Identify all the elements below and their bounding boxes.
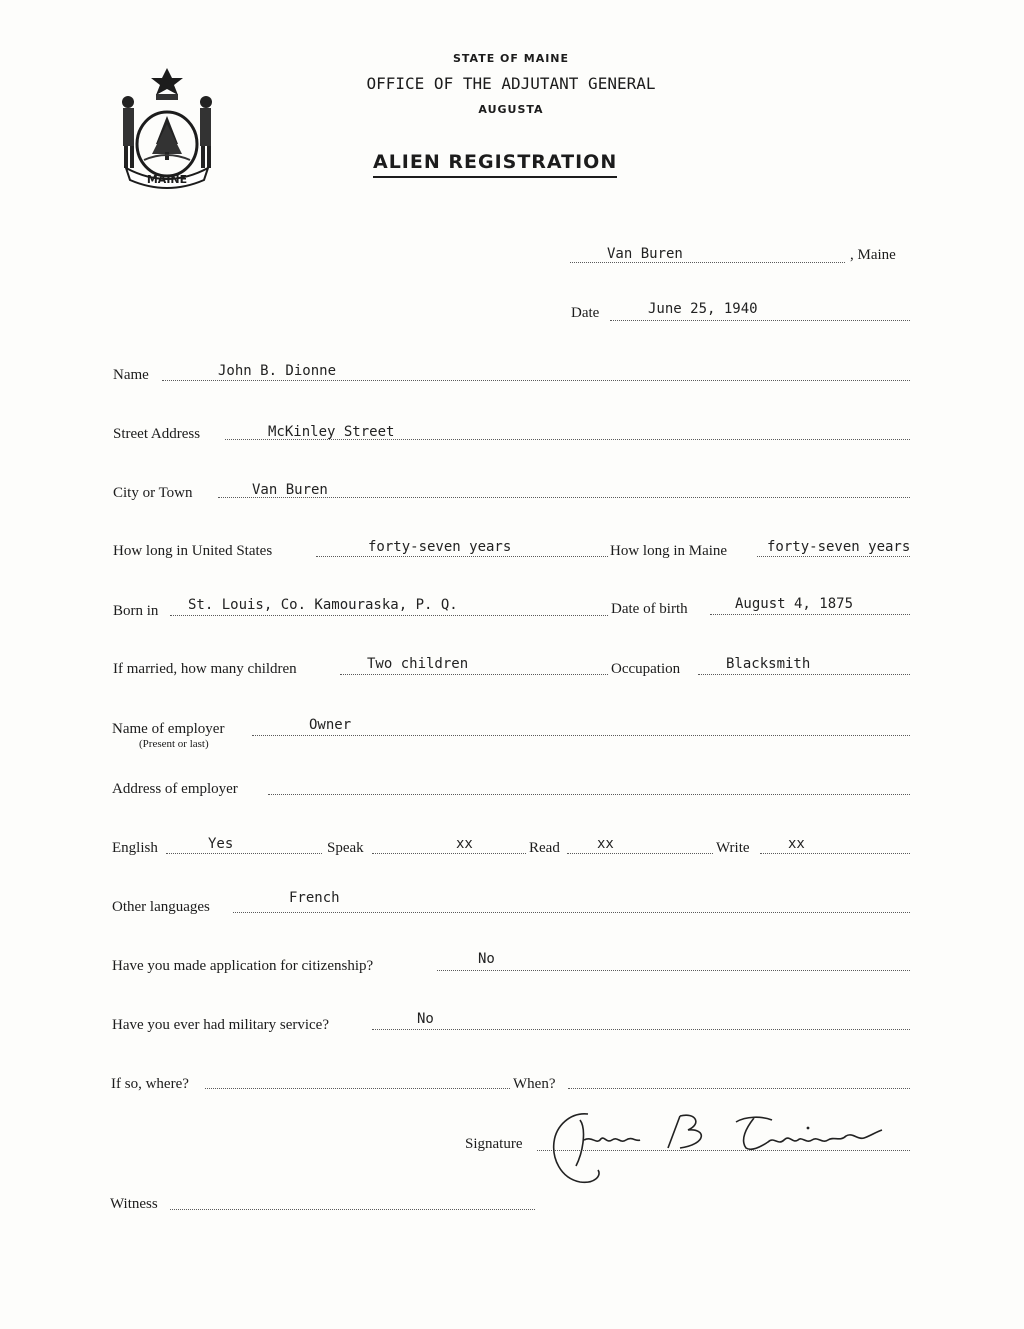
other-languages-label: Other languages [112, 899, 210, 915]
other-languages-line [233, 912, 910, 913]
employer-note: (Present or last) [139, 738, 209, 750]
svg-text:MAINE: MAINE [146, 173, 188, 186]
employer-value: Owner [309, 717, 352, 733]
handwritten-signature [540, 1106, 900, 1191]
read-value: xx [597, 836, 614, 852]
date-label: Date [571, 305, 600, 321]
office-heading: OFFICE OF THE ADJUTANT GENERAL [366, 74, 656, 93]
how-long-maine-value: forty-seven years [767, 539, 911, 555]
occupation-value: Blacksmith [726, 656, 811, 672]
how-long-us-value: forty-seven years [368, 539, 512, 555]
city-value: Van Buren [252, 482, 328, 498]
dob-line [710, 614, 910, 615]
where-line [205, 1088, 510, 1089]
other-languages-value: French [289, 890, 340, 906]
speak-value: xx [456, 836, 473, 852]
signature-scrawl-icon [540, 1106, 900, 1186]
english-line [166, 853, 322, 854]
name-label: Name [113, 367, 149, 383]
citizenship-label: Have you made application for citizenship? [112, 958, 374, 974]
english-value: Yes [208, 836, 234, 852]
how-long-maine-label: How long in Maine [610, 543, 728, 559]
when-line [568, 1088, 910, 1089]
maine-state-seal-icon [112, 64, 222, 190]
speak-label: Speak [327, 840, 364, 856]
date-line [610, 320, 910, 321]
born-line [170, 615, 608, 616]
citizenship-value: No [478, 951, 495, 967]
children-value: Two children [367, 656, 469, 672]
write-label: Write [716, 840, 750, 856]
how-long-us-line [316, 556, 608, 557]
occupation-label: Occupation [611, 661, 681, 677]
signature-label: Signature [465, 1136, 523, 1152]
employer-line [252, 735, 910, 736]
when-label: When? [513, 1076, 556, 1092]
read-line [567, 853, 713, 854]
town-value: Van Buren [607, 246, 683, 262]
employer-address-line [268, 794, 910, 795]
military-label: Have you ever had military service? [112, 1017, 329, 1033]
city-label: City or Town [113, 485, 193, 501]
how-long-us-label: How long in United States [113, 543, 273, 559]
employer-label: Name of employer [112, 721, 225, 737]
occupation-line [698, 674, 910, 675]
read-label: Read [529, 840, 560, 856]
speak-line [372, 853, 526, 854]
witness-line [170, 1209, 535, 1210]
military-line [372, 1029, 910, 1030]
street-label: Street Address [113, 426, 201, 442]
write-line [760, 853, 910, 854]
born-label: Born in [113, 603, 159, 619]
form-title: ALIEN REGISTRATION [373, 151, 617, 178]
maine-suffix: , Maine [850, 247, 896, 263]
english-label: English [112, 840, 158, 856]
how-long-maine-line [757, 556, 910, 557]
city-heading: AUGUSTA [478, 103, 544, 116]
children-label: If married, how many children [113, 661, 297, 677]
employer-address-label: Address of employer [112, 781, 238, 797]
born-value: St. Louis, Co. Kamouraska, P. Q. [188, 597, 458, 613]
citizenship-line [437, 970, 910, 971]
write-value: xx [788, 836, 805, 852]
witness-label: Witness [110, 1196, 158, 1212]
dob-value: August 4, 1875 [735, 596, 854, 612]
town-line [570, 262, 845, 263]
where-label: If so, where? [111, 1076, 189, 1092]
children-line [340, 674, 608, 675]
street-value: McKinley Street [268, 424, 395, 440]
name-line [162, 380, 910, 381]
date-value: June 25, 1940 [648, 301, 758, 317]
dob-label: Date of birth [611, 601, 688, 617]
state-heading: STATE OF MAINE [452, 52, 570, 65]
name-value: John B. Dionne [218, 363, 337, 379]
military-value: No [417, 1011, 434, 1027]
